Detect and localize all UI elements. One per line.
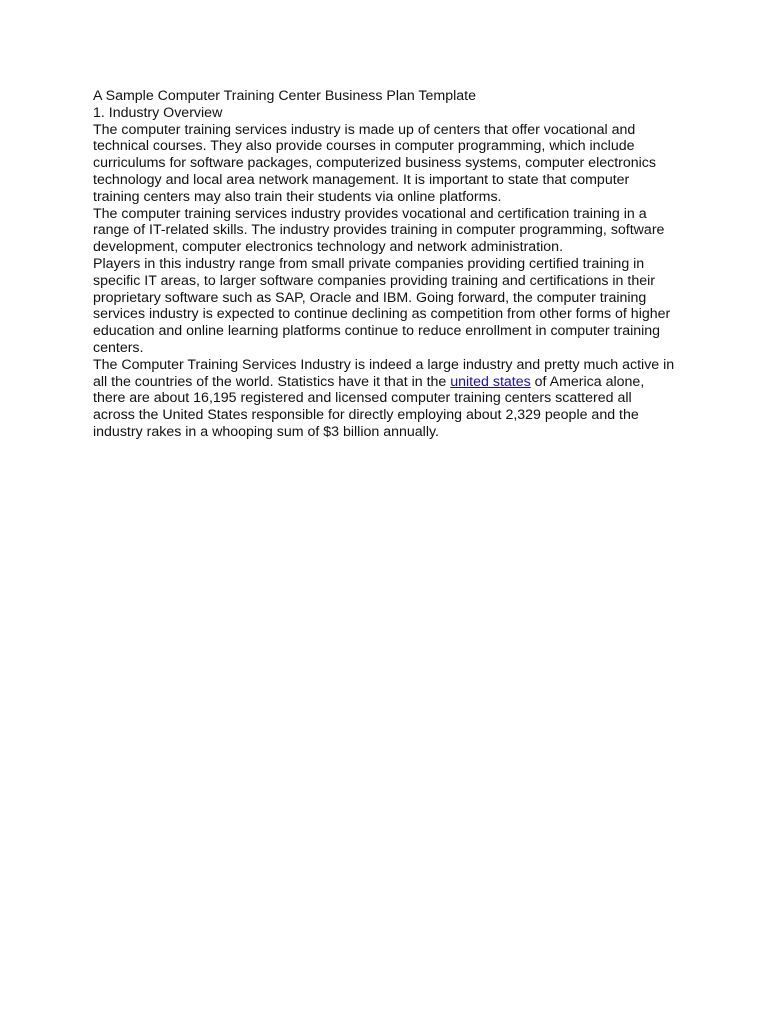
- paragraph-4-text-end: of America alone, there are about 16,195 registered and licensed computer training centers scattered all across the United States responsible for directly employing about 2,329 people and the industry rakes in a whooping sum of $3 billion annually.: [93, 373, 645, 440]
- paragraph-3: Players in this industry range from small private companies providing certified training in specific IT areas, to larger software companies providing training and certifications in their proprietary software such as SAP, Oracle and IBM. Going forward, the computer training services industry is expected to continue declining as competition from other forms of higher education and online learning platforms continue to reduce enrollment in computer training centers.: [93, 255, 671, 356]
- paragraph-4-text-start: The Computer Training Services Industry is indeed a large industry and pretty much active in all the countries of the world. Statistics have it that in the: [93, 356, 675, 390]
- document-body: [93, 88, 675, 441]
- section-heading: 1. Industry Overview: [93, 104, 223, 121]
- paragraph-2: The computer training services industry provides vocational and certification training in a range of IT-related skills. The industry provides training in computer programming, software development, computer electronics technology and network administration.: [93, 205, 665, 256]
- paragraph-1: The computer training services industry is made up of centers that offer vocational and technical courses. They also provide courses in computer programming, which include curriculums for software packages, computerized business systems, computer electronics technology and local area network management. It is important to state that computer training centers may also train their students via online platforms.: [93, 121, 656, 205]
- paragraph-4: [93, 357, 675, 441]
- document-title: A Sample Computer Training Center Business Plan Template: [93, 88, 476, 104]
- united-states-link[interactable]: united states: [450, 373, 531, 390]
